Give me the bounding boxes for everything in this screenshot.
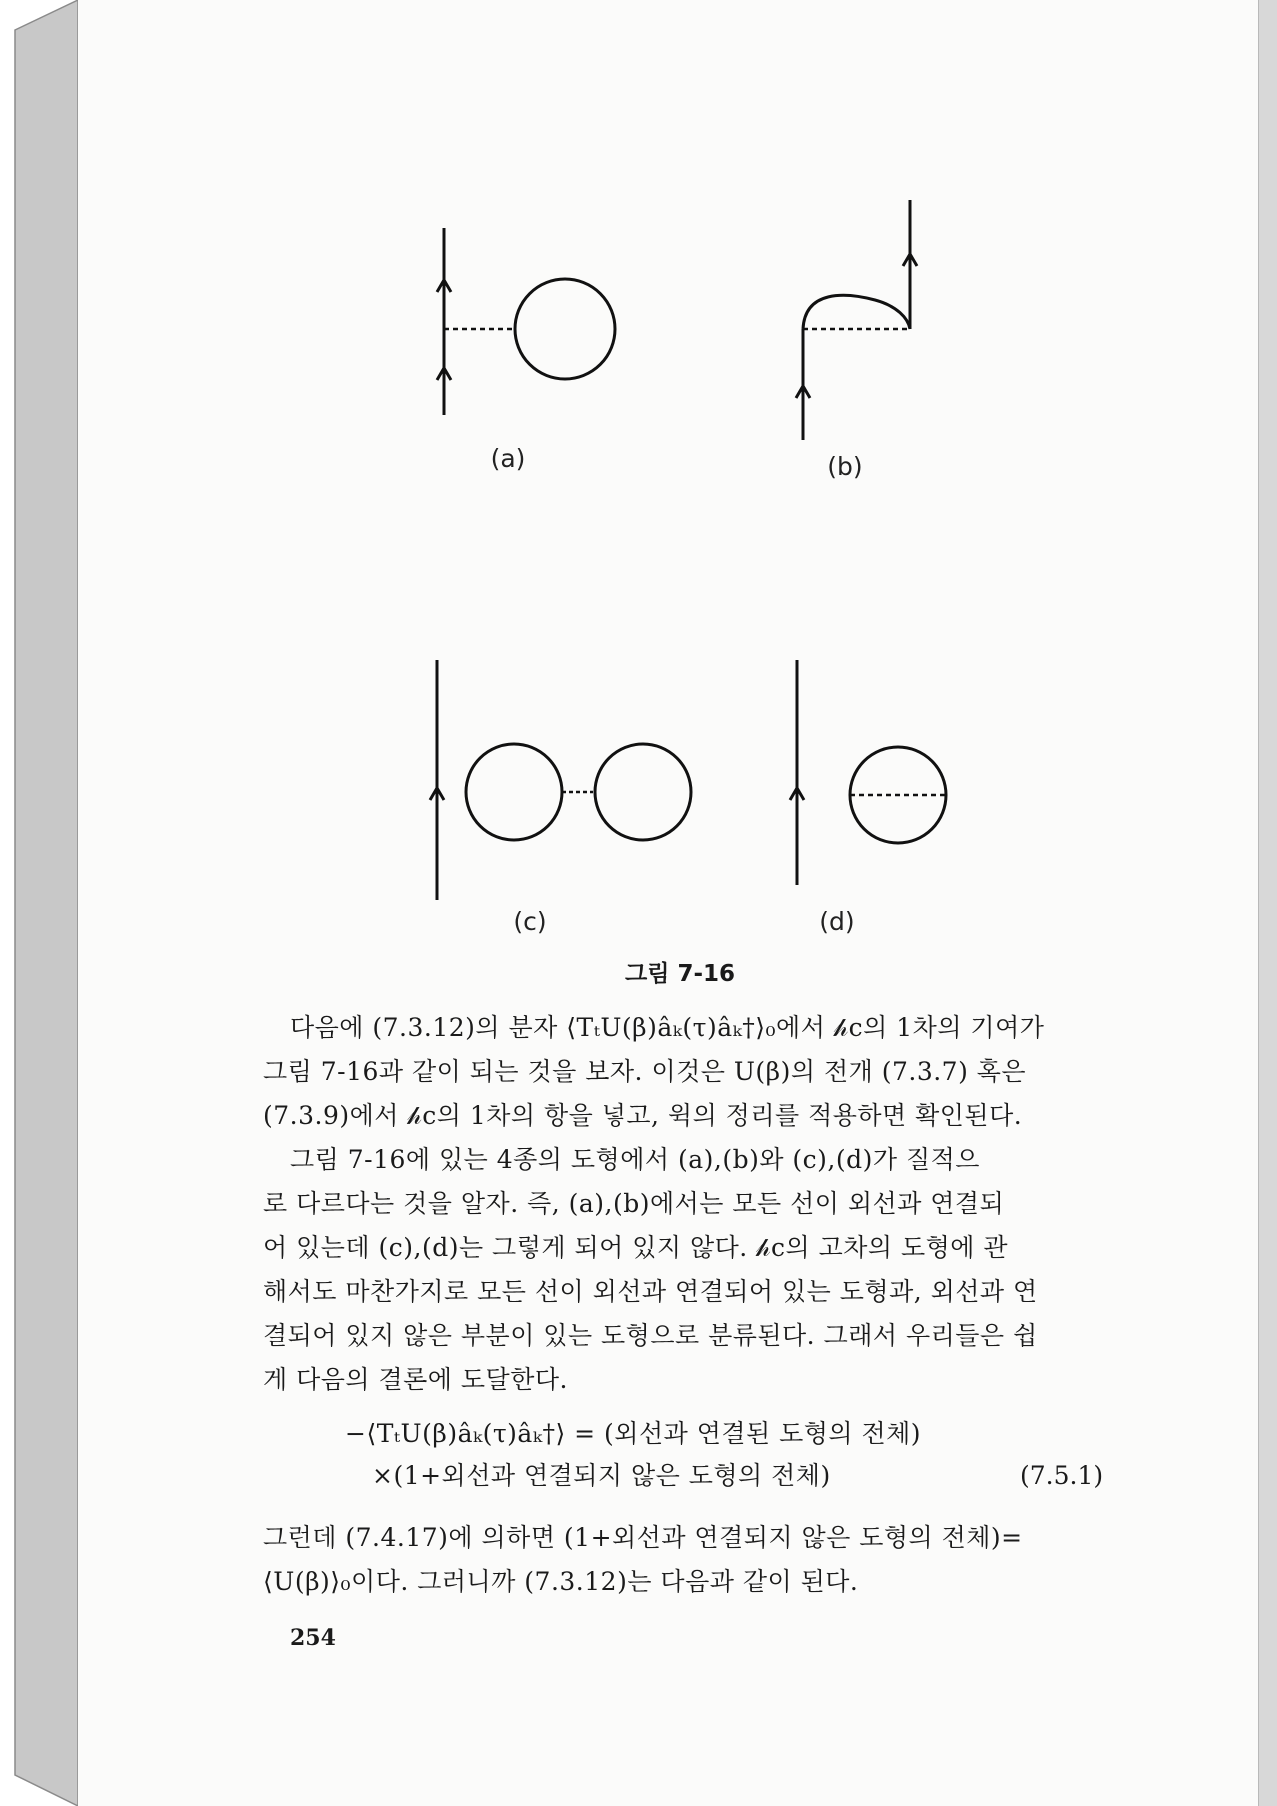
paragraph-line: 게 다음의 결론에 도달한다. bbox=[263, 1365, 568, 1394]
paragraph-line: 어 있는데 (c),(d)는 그렇게 되어 있지 않다. 𝒽c의 고차의 도형에 관 bbox=[263, 1233, 1009, 1262]
page-number: 254 bbox=[290, 1625, 336, 1651]
paragraph-line: 결되어 있지 않은 부분이 있는 도형으로 분류된다. 그래서 우리들은 쉽 bbox=[263, 1321, 1038, 1350]
equation-line-2: ×(1+외선과 연결되지 않은 도형의 전체) bbox=[372, 1461, 831, 1490]
paragraph-line: (7.3.9)에서 𝒽c의 1차의 항을 넣고, 윅의 정리를 적용하면 확인된다. bbox=[263, 1101, 1023, 1130]
paragraph-line: 로 다르다는 것을 알자. 즉, (a),(b)에서는 모든 선이 외선과 연결되 bbox=[263, 1189, 1005, 1218]
paragraph-line: 다음에 (7.3.12)의 분자 ⟨TₜU(β)âₖ(τ)âₖ†⟩₀에서 𝒽c의 1차의 기여가 bbox=[290, 1013, 1045, 1042]
paragraph-line: 그림 7-16에 있는 4종의 도형에서 (a),(b)와 (c),(d)가 질적으 bbox=[290, 1145, 980, 1174]
paragraph-line: 해서도 마찬가지로 모든 선이 외선과 연결되어 있는 도형과, 외선과 연 bbox=[263, 1277, 1038, 1306]
caption-d: (d) bbox=[819, 907, 855, 936]
diagram-b bbox=[796, 200, 917, 440]
caption-a: (a) bbox=[490, 444, 526, 473]
paragraph-line: 그림 7-16과 같이 되는 것을 보자. 이것은 U(β)의 전개 (7.3.7) 혹은 bbox=[263, 1057, 1027, 1086]
paragraph-line: ⟨U(β)⟩₀이다. 그러니까 (7.3.12)는 다음과 같이 된다. bbox=[263, 1567, 859, 1596]
diagram-a bbox=[437, 228, 615, 415]
paragraph-line: 그런데 (7.4.17)에 의하면 (1+외선과 연결되지 않은 도형의 전체)= bbox=[263, 1523, 1023, 1552]
equation-line-1: −⟨TₜU(β)âₖ(τ)âₖ†⟩ = (외선과 연결된 도형의 전체) bbox=[345, 1419, 922, 1448]
diagram-d bbox=[790, 660, 946, 885]
caption-b: (b) bbox=[827, 452, 863, 481]
equation-number: (7.5.1) bbox=[1020, 1461, 1104, 1490]
diagram-c bbox=[430, 660, 691, 900]
figure-title: 그림 7-16 bbox=[625, 961, 735, 987]
caption-c: (c) bbox=[513, 907, 547, 936]
